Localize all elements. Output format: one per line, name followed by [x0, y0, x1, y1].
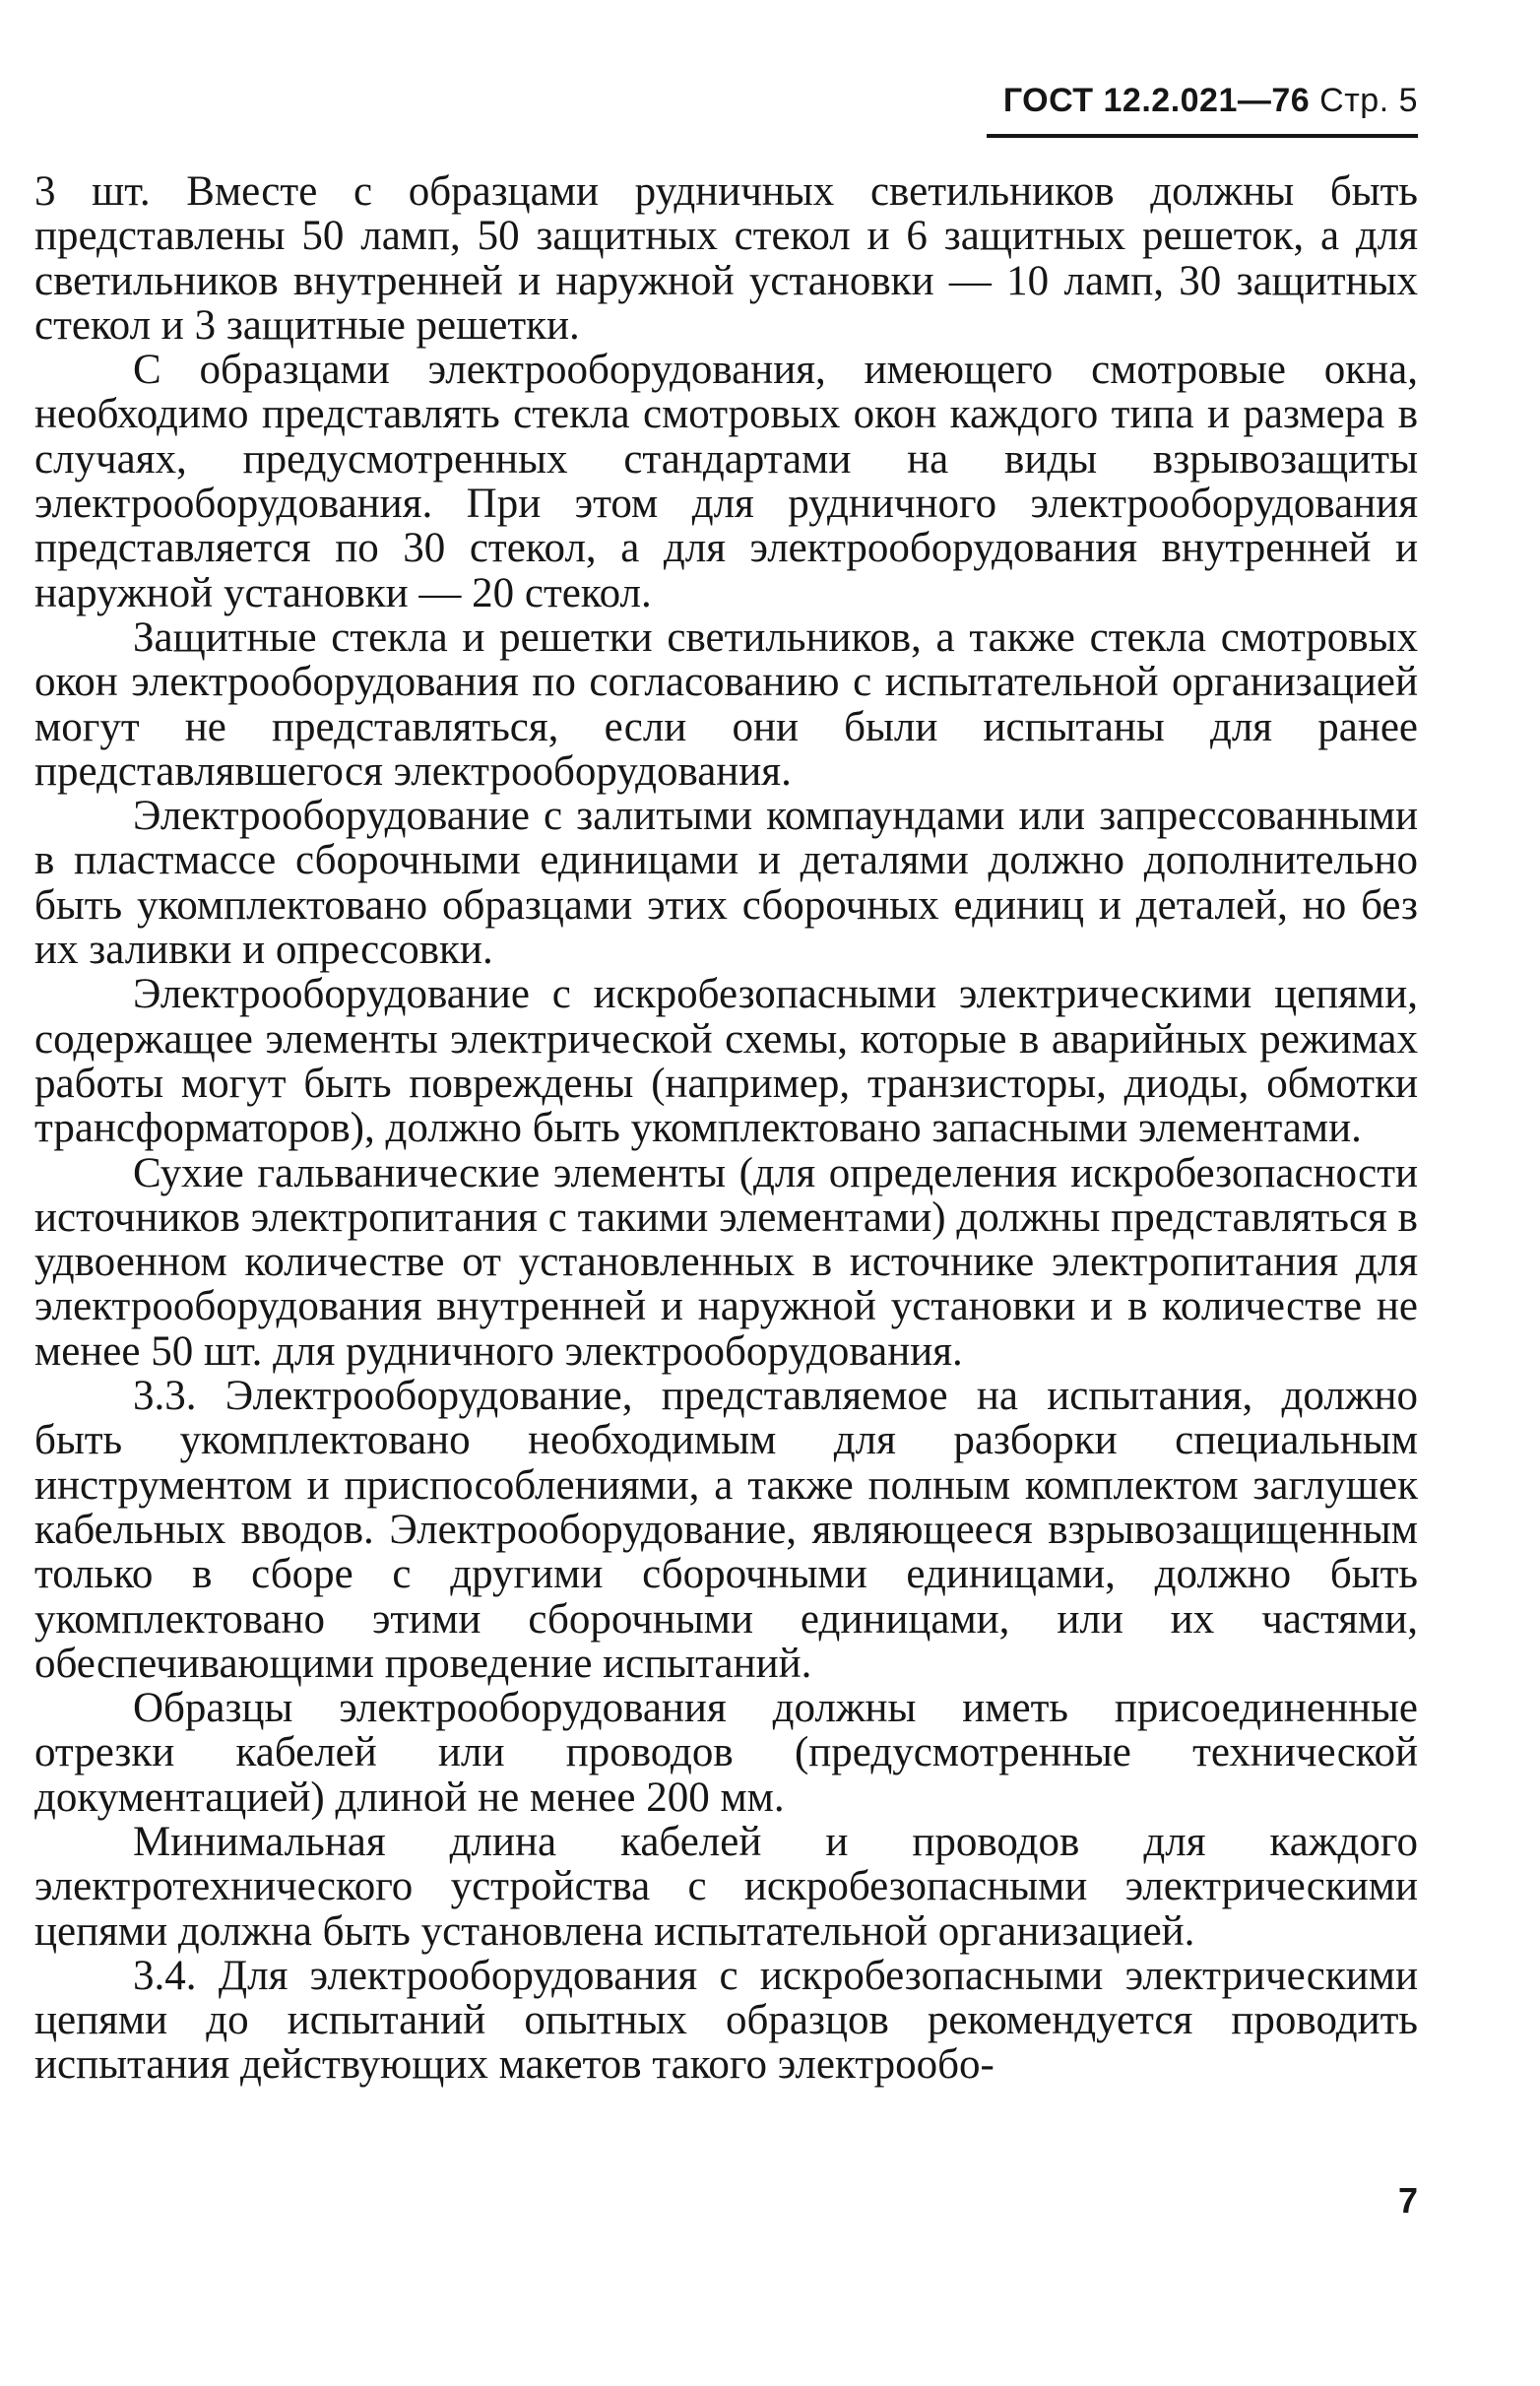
paragraph-1: 3 шт. Вместе с образцами рудничных светильников должны быть представлены 50 ламп, 50 защитных стекол и 6 защитных решеток, а для светильников внутренней и наружной установки — 10 ламп, 30 защитных стекол и 3 защитные решетки. [34, 168, 1418, 349]
body-text [34, 169, 1418, 2088]
header-rule [987, 134, 1418, 138]
page-number: 7 [1397, 2180, 1418, 2221]
page-header [985, 81, 1418, 120]
paragraph-3: Защитные стекла и решетки светильников, а также стекла смотровых окон электрооборудования по согласованию с испытательной организацией могут не представляться, если они были испытаны для ранее представлявшегося электрооборудования. [34, 613, 1418, 795]
paragraph-8: Образцы электрооборудования должны иметь присоединенные отрезки кабелей или проводов (предусмотренные технической документацией) длиной не менее 200 мм. [34, 1685, 1418, 1821]
page-label: Стр. 5 [1319, 82, 1418, 119]
standard-code: ГОСТ 12.2.021—76 [1002, 82, 1311, 119]
paragraph-10-section-3-4: 3.4. Для электрооборудования с искробезопасными электрическими цепями до испытаний опытных образцов рекомендуется проводить испытания действующих макетов такого электрообо- [34, 1952, 1418, 2089]
paragraph-6: Сухие гальванические элементы (для определения искробезопасности источников электропитания с такими элементами) должны представляться в удвоенном количестве от установленных в источнике электропитания для электрооборудования внутренней и наружной установки и в количестве не менее 50 шт. для рудничного электрооборудования. [34, 1149, 1418, 1375]
paragraph-7-section-3-3: 3.3. Электрооборудование, представляемое на испытания, должно быть укомплектовано необходимым для разборки специальным инструментом и приспособлениями, а также полным комплектом заглушек кабельных вводов. Электрооборудование, являющееся взрывозащищенным только в сборе с другими сборочными единицами, должно быть укомплектовано этими сборочными единицами, или их частями, обеспечивающими проведение испытаний. [34, 1373, 1418, 1687]
paragraph-2: С образцами электрооборудования, имеющего смотровые окна, необходимо представлять стекла смотровых окон каждого типа и размера в случаях, предусмотренных стандартами на виды взрывозащиты электрооборудования. При этом для рудничного электрооборудования представляется по 30 стекол, а для электрооборудования внутренней и наружной установки — 20 стекол. [34, 347, 1418, 616]
paragraph-9: Минимальная длина кабелей и проводов для каждого электротехнического устройства с искробезопасными электрическими цепями должна быть установлена испытательной организацией. [34, 1818, 1418, 1955]
paragraph-5: Электрооборудование с искробезопасными электрическими цепями, содержащее элементы электрической схемы, которые в аварийных режимах работы могут быть повреждены (например, транзисторы, диоды, обмотки трансформаторов), должно быть укомплектовано запасными элементами. [34, 971, 1418, 1152]
paragraph-4: Электрооборудование с залитыми компаундами или запрессованными в пластмассе сборочными единицами и деталями должно дополнительно быть укомплектовано образцами этих сборочных единиц и деталей, но без их заливки и опрессовки. [34, 793, 1418, 974]
